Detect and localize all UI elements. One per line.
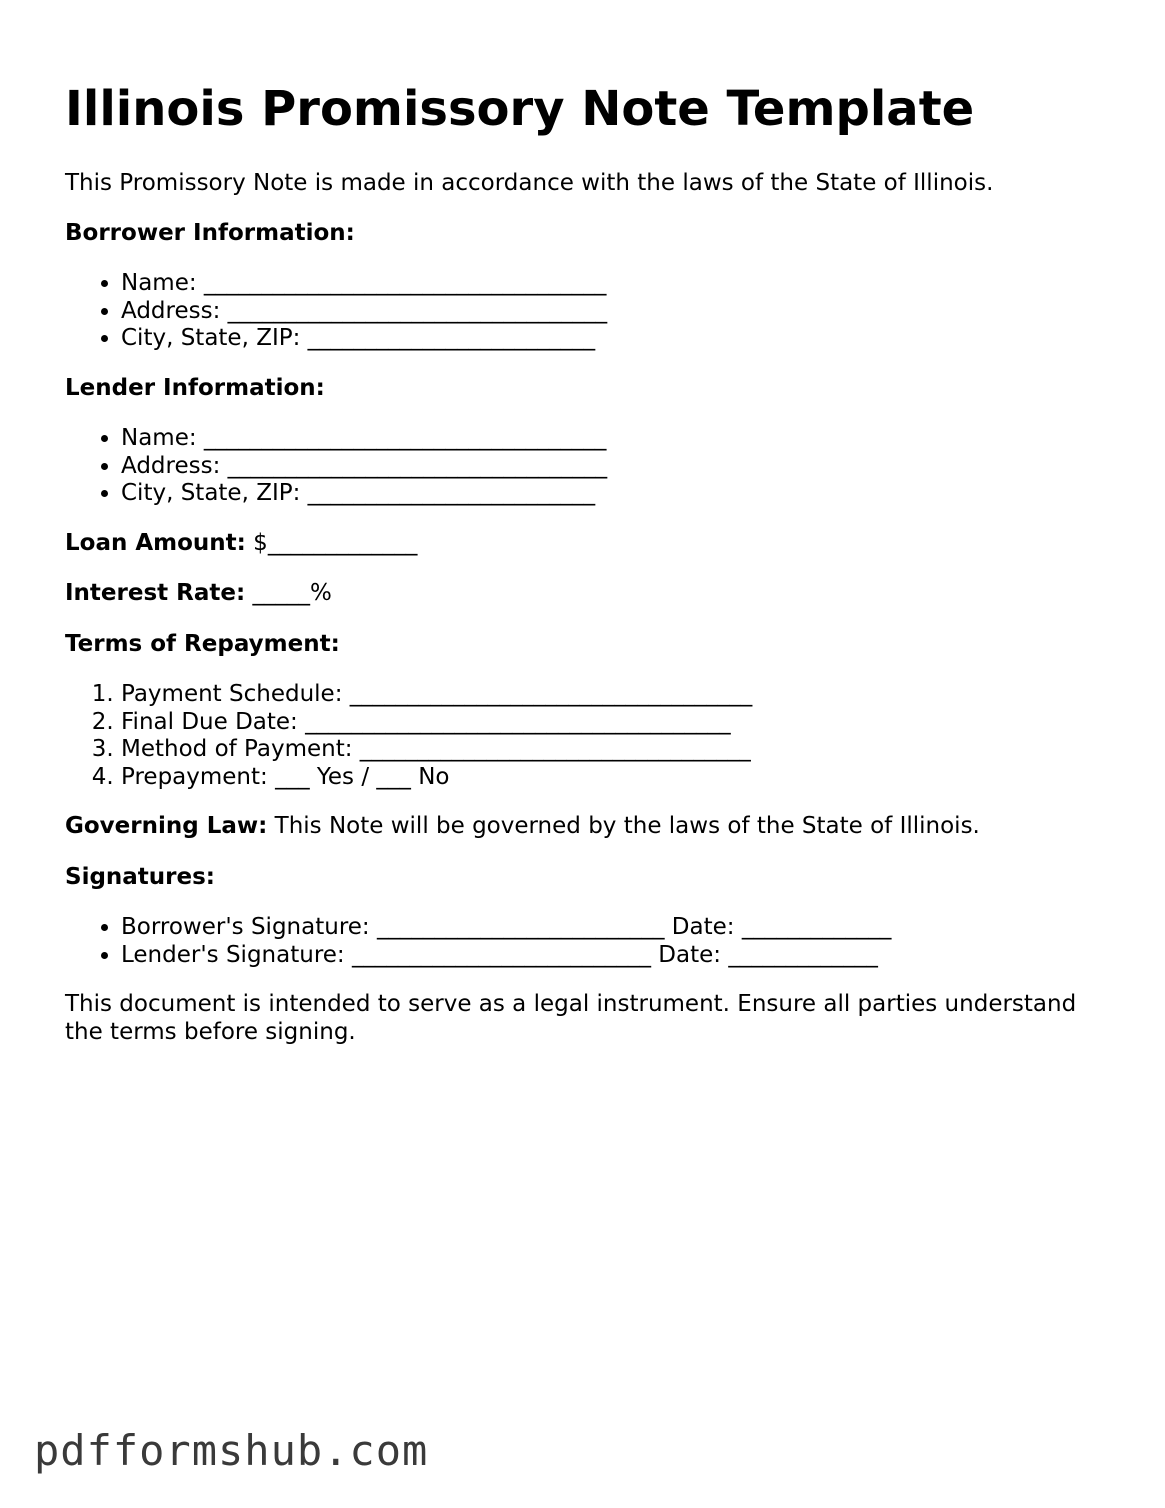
watermark-text: pdfformshub.com	[34, 1426, 429, 1475]
document-page	[65, 78, 1095, 1068]
interest-rate-label: Interest Rate:	[65, 580, 246, 606]
lender-section-label: Lender Information:	[65, 374, 325, 401]
loan-amount-label: Loan Amount:	[65, 529, 246, 556]
closing-text: This document is intended to serve as a legal instrument. Ensure all parties understand the terms before signing.	[65, 991, 1077, 1045]
document-title: Illinois Promissory Note Template	[65, 81, 975, 137]
method-of-payment-field: 3. Method of Payment: __________________________________	[121, 736, 1095, 764]
repayment-section-label: Terms of Repayment:	[65, 630, 340, 657]
borrower-name-field: • Name: ___________________________________	[121, 270, 1095, 298]
borrower-city-state-zip-field: • City, State, ZIP: _________________________	[121, 325, 1095, 353]
lender-signature-field: • Lender's Signature: __________________________ Date: _____________	[121, 942, 1095, 970]
borrower-signature-field: • Borrower's Signature: _________________________ Date: _____________	[121, 914, 1095, 942]
signatures-section-label: Signatures:	[65, 863, 216, 890]
interest-rate-line	[65, 580, 1095, 608]
lender-name-field: • Name: ___________________________________	[121, 425, 1095, 453]
interest-rate-blank: _____%	[245, 580, 332, 606]
borrower-address-field: • Address: _________________________________	[121, 298, 1095, 326]
intro-text: This Promissory Note is made in accordance with the laws of the State of Illinois.	[65, 170, 994, 196]
borrower-section-label: Borrower Information:	[65, 219, 355, 246]
governing-law-text: This Note will be governed by the laws of the State of Illinois.	[267, 813, 980, 839]
prepayment-field: 4. Prepayment: ___ Yes / ___ No	[121, 764, 1095, 792]
final-due-date-field: 2. Final Due Date: _____________________________________	[121, 709, 1095, 737]
lender-city-state-zip-field: • City, State, ZIP: _________________________	[121, 480, 1095, 508]
governing-law-label: Governing Law:	[65, 813, 268, 839]
repayment-terms-list	[65, 681, 1095, 791]
signatures-list	[65, 914, 1095, 969]
lender-info-list	[65, 425, 1095, 508]
loan-amount-line	[65, 530, 1095, 558]
borrower-info-list	[65, 270, 1095, 353]
governing-law-line	[65, 813, 1095, 841]
payment-schedule-field: 1. Payment Schedule: ___________________________________	[121, 681, 1095, 709]
lender-address-field: • Address: _________________________________	[121, 453, 1095, 481]
loan-amount-blank: $_____________	[245, 529, 418, 556]
